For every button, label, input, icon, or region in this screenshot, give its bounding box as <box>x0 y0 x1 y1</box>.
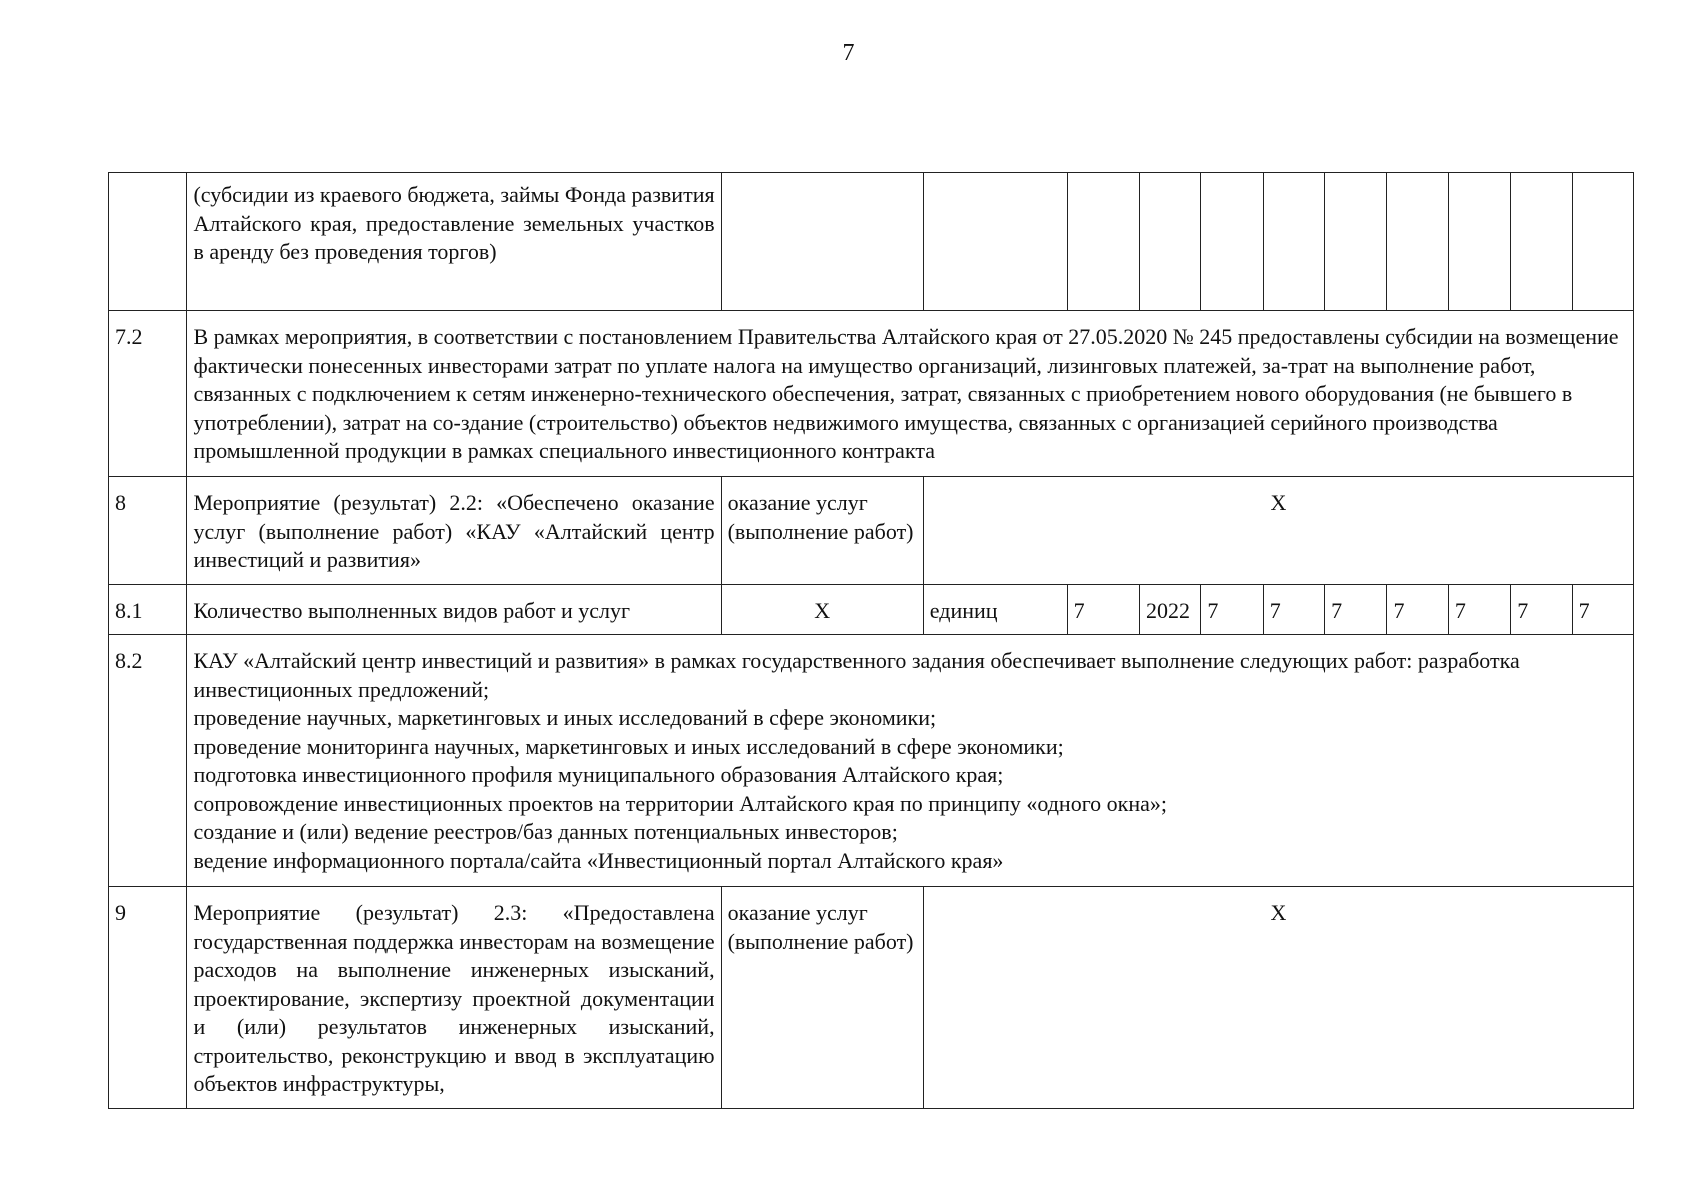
empty-cell <box>1448 173 1510 311</box>
value-cell: 7 <box>1387 585 1448 635</box>
empty-cell <box>1572 173 1633 311</box>
empty-cell <box>1201 173 1263 311</box>
row-description: Мероприятие (результат) 2.2: «Обеспечено оказание услуг (выполнение работ) «КАУ «Алтайский центр инвестиций и развития» <box>187 477 721 585</box>
empty-cell <box>1263 173 1324 311</box>
base-year-cell: 2022 <box>1140 585 1201 635</box>
empty-cell <box>1511 173 1572 311</box>
value-cell: 7 <box>1511 585 1572 635</box>
table-row <box>109 477 1634 585</box>
table-row <box>109 173 1634 311</box>
unit-cell: единиц <box>923 585 1067 635</box>
table-row <box>109 887 1634 1109</box>
row-number: 8 <box>109 477 187 585</box>
merged-mark: Х <box>923 887 1633 1109</box>
row-number: 8.1 <box>109 585 187 635</box>
row-type: оказание услуг (выполнение работ) <box>721 477 923 585</box>
value-cell: 7 <box>1448 585 1510 635</box>
table-row <box>109 585 1634 635</box>
base-value-cell: 7 <box>1067 585 1139 635</box>
measures-table <box>108 172 1634 1109</box>
work-item: ведение информационного портала/сайта «Инвестиционный портал Алтайского края» <box>193 847 1004 873</box>
row-number: 9 <box>109 887 187 1109</box>
row-number <box>109 173 187 311</box>
value-cell: 7 <box>1325 585 1387 635</box>
row-type: Х <box>721 585 923 635</box>
empty-cell <box>721 173 923 311</box>
row-description: Мероприятие (результат) 2.3: «Предоставлена государственная поддержка инвесторам на возмещение расходов на выполнение инженерных изысканий, проектирование, экспертизу проектной документации и (или) результатов инженерных изысканий, строительство, реконструкцию и ввод в эксплуатацию объектов инфраструктуры, <box>187 887 721 1109</box>
row-description: В рамках мероприятия, в соответствии с постановлением Правительства Алтайского края от 27.05.2020 № 245 предоставлены субсидии на возмещение фактически понесенных инвесторами затрат по уплате налога на имущество организаций, лизинговых платежей, за-трат на выполнение работ, связанных с подключением к сетям инженерно-технического обеспечения, затрат, связанных с приобретением нового оборудования (не бывшего в употреблении), затрат на со-здание (строительство) объектов недвижимого имущества, связанных с организацией серийного производства промышленной продукции в рамках специального инвестиционного контракта <box>187 311 1634 477</box>
empty-cell <box>1140 173 1201 311</box>
work-item: проведение научных, маркетинговых и иных исследований в сфере экономики; <box>193 705 937 730</box>
empty-cell <box>1325 173 1387 311</box>
table-row <box>109 635 1634 887</box>
empty-cell <box>1387 173 1448 311</box>
work-item: сопровождение инвестиционных проектов на территории Алтайского края по принципу «одного окна»; <box>193 790 1168 816</box>
page-number: 7 <box>842 40 855 66</box>
merged-mark: Х <box>923 477 1633 585</box>
work-item: подготовка инвестиционного профиля муниципального образования Алтайского края; <box>193 762 1004 787</box>
empty-cell <box>923 173 1067 311</box>
work-item: КАУ «Алтайский центр инвестиций и развития» в рамках государственного задания обеспечивает выполнение следующих работ: разработка инвестиционных предложений; <box>193 648 1520 702</box>
work-item: создание и (или) ведение реестров/баз данных потенциальных инвесторов; <box>193 819 898 844</box>
value-cell: 7 <box>1201 585 1263 635</box>
value-cell: 7 <box>1572 585 1633 635</box>
row-description <box>187 635 1634 887</box>
row-type: оказание услуг (выполнение работ) <box>721 887 923 1109</box>
row-number: 8.2 <box>109 635 187 887</box>
row-description: Количество выполненных видов работ и услуг <box>187 585 721 635</box>
work-item: проведение мониторинга научных, маркетинговых и иных исследований в сфере экономики; <box>193 733 1064 759</box>
row-description: (субсидии из краевого бюджета, займы Фонда развития Алтайского края, предоставление земельных участков в аренду без проведения торгов) <box>187 173 721 311</box>
value-cell: 7 <box>1263 585 1324 635</box>
row-number: 7.2 <box>109 311 187 477</box>
table-row <box>109 311 1634 477</box>
empty-cell <box>1067 173 1139 311</box>
